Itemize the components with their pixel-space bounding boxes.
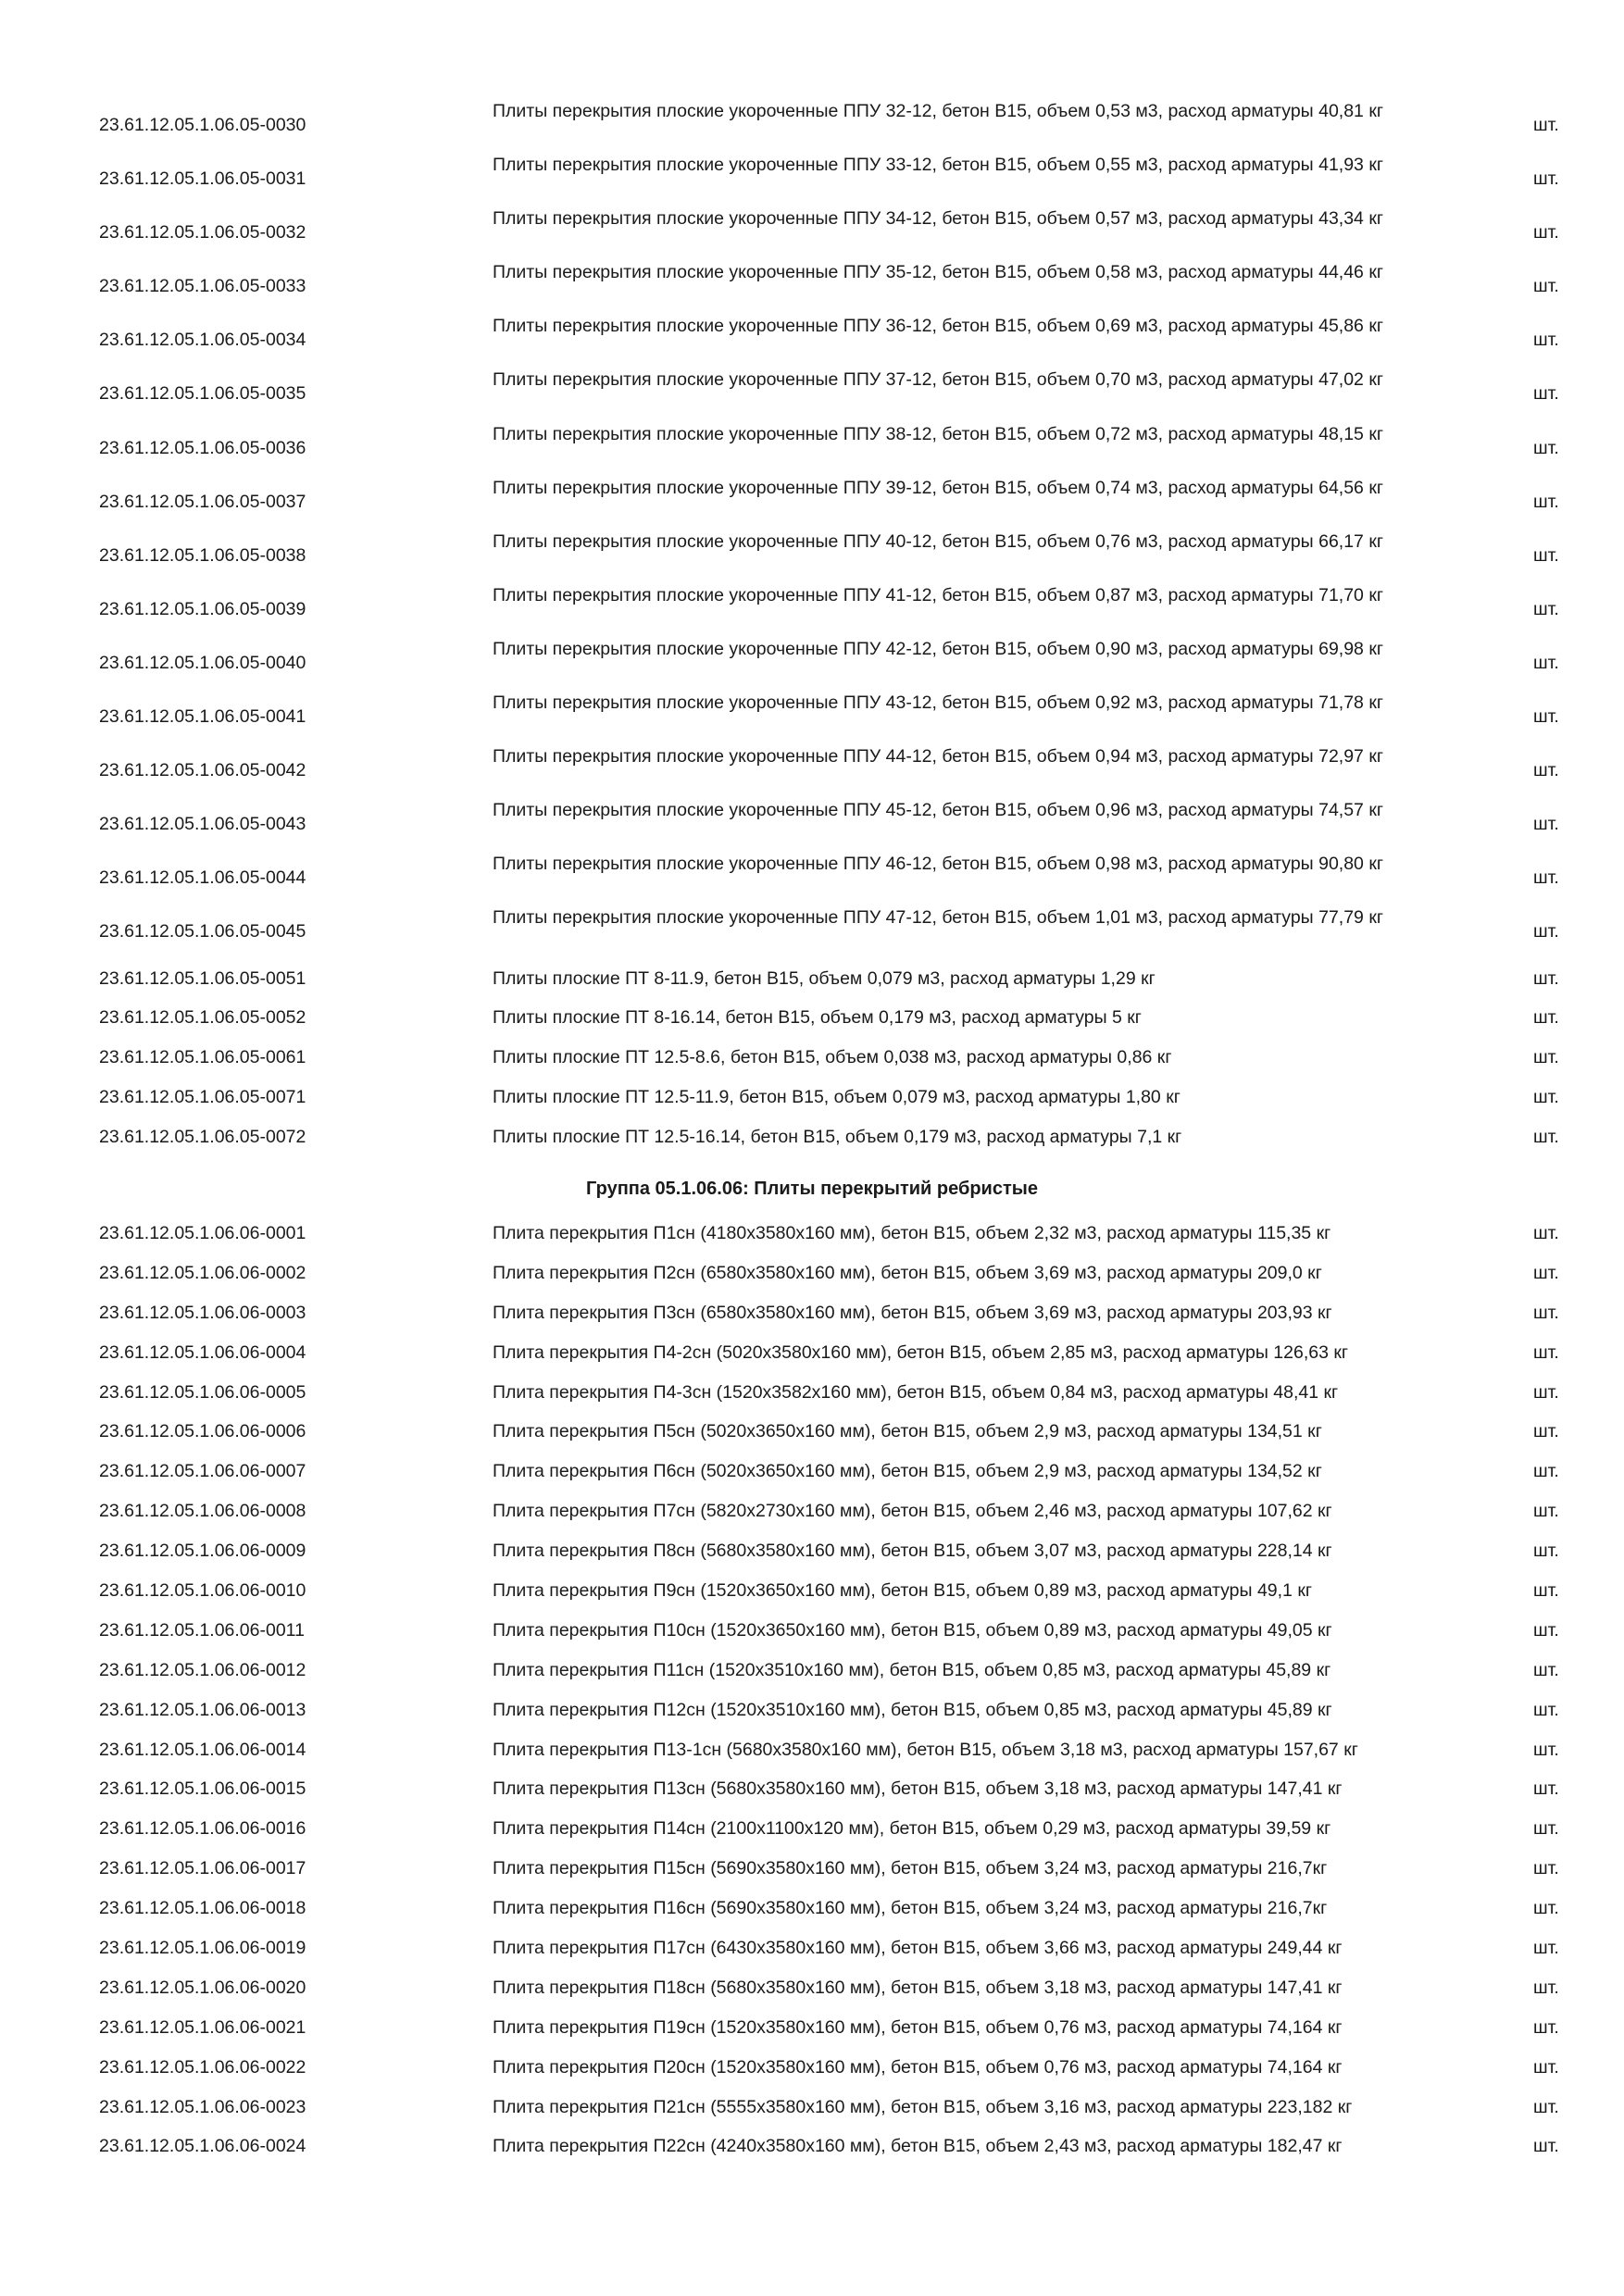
table-row xyxy=(0,206,1624,259)
item-name: Плита перекрытия П4-2сн (5020х3580х160 мм), бетон В15, объем 2,85 м3, расход арматуры 126,63 кг xyxy=(493,1341,1348,1363)
item-unit: шт. xyxy=(1533,1977,1559,1998)
item-code: 23.61.12.05.1.06.05-0061 xyxy=(99,1047,306,1068)
item-unit: шт. xyxy=(1533,1619,1559,1641)
table-row xyxy=(0,152,1624,206)
item-name: Плиты перекрытия плоские укороченные ППУ 33-12, бетон В15, объем 0,55 м3, расход арматуры 41,93 кг xyxy=(493,155,1383,176)
item-code: 23.61.12.05.1.06.06-0024 xyxy=(99,2136,306,2157)
item-name: Плита перекрытия П22сн (4240х3580х160 мм), бетон В15, объем 2,43 м3, расход арматуры 182,47 кг xyxy=(493,2136,1343,2157)
item-name: Плита перекрытия П7сн (5820х2730х160 мм), бетон В15, объем 2,46 м3, расход арматуры 107,62 кг xyxy=(493,1501,1332,1522)
item-code: 23.61.12.05.1.06.05-0041 xyxy=(99,706,306,728)
item-name: Плита перекрытия П8сн (5680х3580х160 мм), бетон В15, объем 3,07 м3, расход арматуры 228,14 кг xyxy=(493,1541,1332,1562)
item-unit: шт. xyxy=(1533,1381,1559,1403)
item-code: 23.61.12.05.1.06.05-0044 xyxy=(99,867,306,889)
item-name: Плиты перекрытия плоские укороченные ППУ 44-12, бетон В15, объем 0,94 м3, расход арматуры 72,97 кг xyxy=(493,746,1383,767)
item-unit: шт. xyxy=(1533,706,1559,728)
item-name: Плиты плоские ПТ 8-16.14, бетон В15, объем 0,179 м3, расход арматуры 5 кг xyxy=(493,1007,1142,1029)
item-name: Плиты перекрытия плоские укороченные ППУ 34-12, бетон В15, объем 0,57 м3, расход арматуры 43,34 кг xyxy=(493,208,1383,230)
item-code: 23.61.12.05.1.06.05-0031 xyxy=(99,168,306,190)
item-unit: шт. xyxy=(1533,2016,1559,2038)
table-row xyxy=(0,1531,1624,1571)
item-unit: шт. xyxy=(1533,1341,1559,1363)
item-unit: шт. xyxy=(1533,1739,1559,1760)
table-row xyxy=(0,367,1624,420)
table-row xyxy=(0,1452,1624,1491)
table-row xyxy=(0,475,1624,529)
table-row xyxy=(0,1078,1624,1117)
item-name: Плита перекрытия П20сн (1520х3580х160 мм), бетон В15, объем 0,76 м3, расход арматуры 74,164 кг xyxy=(493,2056,1343,2078)
item-code: 23.61.12.05.1.06.06-0003 xyxy=(99,1302,306,1323)
item-code: 23.61.12.05.1.06.06-0017 xyxy=(99,1858,306,1879)
table-row xyxy=(0,1117,1624,1157)
item-code: 23.61.12.05.1.06.06-0018 xyxy=(99,1898,306,1919)
item-name: Плита перекрытия П19сн (1520х3580х160 мм), бетон В15, объем 0,76 м3, расход арматуры 74,164 кг xyxy=(493,2016,1343,2038)
item-unit: шт. xyxy=(1533,1223,1559,1243)
item-name: Плиты перекрытия плоские укороченные ППУ 36-12, бетон В15, объем 0,69 м3, расход арматуры 45,86 кг xyxy=(493,316,1383,337)
table-row xyxy=(0,2127,1624,2166)
item-name: Плита перекрытия П21сн (5555х3580х160 мм), бетон В15, объем 3,16 м3, расход арматуры 223,182 кг xyxy=(493,2096,1353,2117)
table-row xyxy=(0,529,1624,582)
item-name: Плита перекрытия П10сн (1520х3650х160 мм), бетон В15, объем 0,89 м3, расход арматуры 49,05 кг xyxy=(493,1619,1332,1641)
items-list-group-05-1-06-05 xyxy=(0,98,1624,1157)
item-unit: шт. xyxy=(1533,1580,1559,1602)
item-name: Плита перекрытия П3сн (6580х3580х160 мм), бетон В15, объем 3,69 м3, расход арматуры 203,93 кг xyxy=(493,1302,1332,1323)
item-code: 23.61.12.05.1.06.05-0072 xyxy=(99,1127,306,1148)
table-row xyxy=(0,313,1624,367)
item-name: Плиты плоские ПТ 12.5-16.14, бетон В15, объем 0,179 м3, расход арматуры 7,1 кг xyxy=(493,1127,1182,1148)
group-heading: Группа 05.1.06.06: Плиты перекрытий ребристые xyxy=(586,1179,1038,1199)
item-unit: шт. xyxy=(1533,652,1559,673)
item-name: Плиты перекрытия плоские укороченные ППУ 38-12, бетон В15, объем 0,72 м3, расход арматуры 48,15 кг xyxy=(493,423,1383,444)
item-code: 23.61.12.05.1.06.05-0030 xyxy=(99,115,306,135)
table-row xyxy=(0,1849,1624,1889)
item-unit: шт. xyxy=(1533,1087,1559,1108)
item-name: Плита перекрытия П13-1сн (5680х3580х160 мм), бетон В15, объем 3,18 м3, расход арматуры 157,67 кг xyxy=(493,1739,1358,1760)
item-unit: шт. xyxy=(1533,1127,1559,1148)
item-name: Плита перекрытия П13сн (5680х3580х160 мм), бетон В15, объем 3,18 м3, расход арматуры 147,41 кг xyxy=(493,1778,1343,1800)
item-unit: шт. xyxy=(1533,1047,1559,1068)
table-row xyxy=(0,1691,1624,1730)
item-unit: шт. xyxy=(1533,1938,1559,1959)
item-code: 23.61.12.05.1.06.05-0035 xyxy=(99,383,306,405)
item-code: 23.61.12.05.1.06.05-0045 xyxy=(99,921,306,942)
item-unit: шт. xyxy=(1533,2096,1559,2117)
table-row xyxy=(0,1968,1624,2008)
item-code: 23.61.12.05.1.06.05-0071 xyxy=(99,1087,306,1108)
item-code: 23.61.12.05.1.06.06-0011 xyxy=(99,1619,305,1641)
item-name: Плиты перекрытия плоские укороченные ППУ 43-12, бетон В15, объем 0,92 м3, расход арматуры 71,78 кг xyxy=(493,693,1383,714)
item-code: 23.61.12.05.1.06.06-0016 xyxy=(99,1818,306,1840)
table-row xyxy=(0,690,1624,743)
item-unit: шт. xyxy=(1533,598,1559,619)
item-code: 23.61.12.05.1.06.05-0040 xyxy=(99,652,306,673)
table-row xyxy=(0,959,1624,999)
item-name: Плиты плоские ПТ 12.5-8.6, бетон В15, объем 0,038 м3, расход арматуры 0,86 кг xyxy=(493,1047,1172,1068)
item-unit: шт. xyxy=(1533,1778,1559,1800)
item-code: 23.61.12.05.1.06.06-0019 xyxy=(99,1938,306,1959)
item-unit: шт. xyxy=(1533,1898,1559,1919)
item-name: Плиты перекрытия плоские укороченные ППУ 39-12, бетон В15, объем 0,74 м3, расход арматуры 64,56 кг xyxy=(493,477,1383,498)
table-row xyxy=(0,582,1624,636)
item-code: 23.61.12.05.1.06.06-0012 xyxy=(99,1659,306,1680)
item-name: Плиты перекрытия плоские укороченные ППУ 40-12, бетон В15, объем 0,76 м3, расход арматуры 66,17 кг xyxy=(493,530,1383,552)
item-name: Плита перекрытия П14сн (2100х1100х120 мм), бетон В15, объем 0,29 м3, расход арматуры 39,59 кг xyxy=(493,1818,1331,1840)
table-row xyxy=(0,1730,1624,1770)
table-row xyxy=(0,1651,1624,1691)
item-code: 23.61.12.05.1.06.05-0038 xyxy=(99,544,306,566)
item-name: Плита перекрытия П18сн (5680х3580х160 мм), бетон В15, объем 3,18 м3, расход арматуры 147,41 кг xyxy=(493,1977,1343,1998)
item-name: Плита перекрытия П5сн (5020х3650х160 мм), бетон В15, объем 2,9 м3, расход арматуры 134,51 кг xyxy=(493,1421,1322,1442)
table-row xyxy=(0,2088,1624,2128)
item-code: 23.61.12.05.1.06.06-0023 xyxy=(99,2096,306,2117)
table-row xyxy=(0,2008,1624,2048)
item-unit: шт. xyxy=(1533,115,1559,135)
table-row xyxy=(0,851,1624,905)
table-row xyxy=(0,797,1624,851)
item-name: Плита перекрытия П11сн (1520х3510х160 мм), бетон В15, объем 0,85 м3, расход арматуры 45,89 кг xyxy=(493,1659,1331,1680)
item-code: 23.61.12.05.1.06.06-0002 xyxy=(99,1262,306,1283)
item-code: 23.61.12.05.1.06.06-0015 xyxy=(99,1778,306,1800)
item-code: 23.61.12.05.1.06.05-0042 xyxy=(99,760,306,781)
item-unit: шт. xyxy=(1533,544,1559,566)
item-name: Плита перекрытия П15сн (5690х3580х160 мм), бетон В15, объем 3,24 м3, расход арматуры 216,7кг xyxy=(493,1858,1328,1879)
item-code: 23.61.12.05.1.06.05-0036 xyxy=(99,437,306,458)
item-unit: шт. xyxy=(1533,1501,1559,1522)
item-unit: шт. xyxy=(1533,1541,1559,1562)
table-row xyxy=(0,1214,1624,1254)
item-name: Плиты перекрытия плоские укороченные ППУ 47-12, бетон В15, объем 1,01 м3, расход арматуры 77,79 кг xyxy=(493,907,1383,929)
item-name: Плиты плоские ПТ 12.5-11.9, бетон В15, объем 0,079 м3, расход арматуры 1,80 кг xyxy=(493,1087,1181,1108)
item-unit: шт. xyxy=(1533,1302,1559,1323)
item-unit: шт. xyxy=(1533,276,1559,297)
item-code: 23.61.12.05.1.06.05-0051 xyxy=(99,967,306,989)
item-code: 23.61.12.05.1.06.05-0037 xyxy=(99,491,306,512)
item-code: 23.61.12.05.1.06.05-0039 xyxy=(99,598,306,619)
item-unit: шт. xyxy=(1533,760,1559,781)
item-code: 23.61.12.05.1.06.06-0022 xyxy=(99,2056,306,2078)
item-code: 23.61.12.05.1.06.06-0020 xyxy=(99,1977,306,1998)
item-name: Плиты плоские ПТ 8-11.9, бетон В15, объем 0,079 м3, расход арматуры 1,29 кг xyxy=(493,967,1156,989)
items-list-group-05-1-06-06 xyxy=(0,1214,1624,2166)
item-name: Плиты перекрытия плоские укороченные ППУ 46-12, бетон В15, объем 0,98 м3, расход арматуры 90,80 кг xyxy=(493,854,1383,875)
item-unit: шт. xyxy=(1533,1007,1559,1029)
item-unit: шт. xyxy=(1533,1858,1559,1879)
table-row xyxy=(0,743,1624,797)
item-name: Плита перекрытия П4-3сн (1520х3582х160 мм), бетон В15, объем 0,84 м3, расход арматуры 48,41 кг xyxy=(493,1381,1339,1403)
item-code: 23.61.12.05.1.06.05-0034 xyxy=(99,330,306,351)
table-row xyxy=(0,1254,1624,1293)
table-row xyxy=(0,2048,1624,2088)
item-code: 23.61.12.05.1.06.05-0052 xyxy=(99,1007,306,1029)
table-row xyxy=(0,1373,1624,1413)
table-row xyxy=(0,1491,1624,1531)
item-unit: шт. xyxy=(1533,1699,1559,1720)
item-name: Плиты перекрытия плоские укороченные ППУ 42-12, бетон В15, объем 0,90 м3, расход арматуры 69,98 кг xyxy=(493,638,1383,659)
item-unit: шт. xyxy=(1533,1818,1559,1840)
item-name: Плита перекрытия П9сн (1520х3650х160 мм), бетон В15, объем 0,89 м3, расход арматуры 49,1 кг xyxy=(493,1580,1312,1602)
table-row xyxy=(0,1293,1624,1333)
table-row xyxy=(0,1889,1624,1928)
item-code: 23.61.12.05.1.06.06-0008 xyxy=(99,1501,306,1522)
item-name: Плита перекрытия П12сн (1520х3510х160 мм), бетон В15, объем 0,85 м3, расход арматуры 45,89 кг xyxy=(493,1699,1332,1720)
item-code: 23.61.12.05.1.06.06-0007 xyxy=(99,1461,306,1482)
item-unit: шт. xyxy=(1533,168,1559,190)
table-row xyxy=(0,98,1624,152)
item-code: 23.61.12.05.1.06.05-0043 xyxy=(99,814,306,835)
item-unit: шт. xyxy=(1533,330,1559,351)
item-unit: шт. xyxy=(1533,2056,1559,2078)
item-name: Плиты перекрытия плоские укороченные ППУ 32-12, бетон В15, объем 0,53 м3, расход арматуры 40,81 кг xyxy=(493,101,1383,121)
item-unit: шт. xyxy=(1533,1461,1559,1482)
table-row xyxy=(0,636,1624,690)
item-code: 23.61.12.05.1.06.06-0013 xyxy=(99,1699,306,1720)
table-row xyxy=(0,1412,1624,1452)
item-unit: шт. xyxy=(1533,814,1559,835)
table-row xyxy=(0,1038,1624,1078)
table-row xyxy=(0,905,1624,958)
item-unit: шт. xyxy=(1533,437,1559,458)
item-unit: шт. xyxy=(1533,967,1559,989)
item-name: Плита перекрытия П17сн (6430х3580х160 мм), бетон В15, объем 3,66 м3, расход арматуры 249,44 кг xyxy=(493,1938,1343,1959)
table-row xyxy=(0,1333,1624,1373)
item-code: 23.61.12.05.1.06.05-0033 xyxy=(99,276,306,297)
item-unit: шт. xyxy=(1533,867,1559,889)
item-name: Плиты перекрытия плоские укороченные ППУ 37-12, бетон В15, объем 0,70 м3, расход арматуры 47,02 кг xyxy=(493,369,1383,391)
item-unit: шт. xyxy=(1533,1262,1559,1283)
item-code: 23.61.12.05.1.06.05-0032 xyxy=(99,222,306,243)
item-code: 23.61.12.05.1.06.06-0006 xyxy=(99,1421,306,1442)
item-unit: шт. xyxy=(1533,2136,1559,2157)
item-code: 23.61.12.05.1.06.06-0001 xyxy=(99,1223,306,1243)
item-name: Плита перекрытия П16сн (5690х3580х160 мм), бетон В15, объем 3,24 м3, расход арматуры 216,7кг xyxy=(493,1898,1328,1919)
item-name: Плита перекрытия П6сн (5020х3650х160 мм), бетон В15, объем 2,9 м3, расход арматуры 134,52 кг xyxy=(493,1461,1322,1482)
table-row xyxy=(0,421,1624,475)
item-code: 23.61.12.05.1.06.06-0021 xyxy=(99,2016,306,2038)
item-name: Плита перекрытия П2сн (6580х3580х160 мм), бетон В15, объем 3,69 м3, расход арматуры 209,0 кг xyxy=(493,1262,1322,1283)
table-row xyxy=(0,1571,1624,1611)
table-row xyxy=(0,1769,1624,1809)
table-row xyxy=(0,1611,1624,1651)
item-unit: шт. xyxy=(1533,1659,1559,1680)
item-unit: шт. xyxy=(1533,491,1559,512)
item-unit: шт. xyxy=(1533,222,1559,243)
item-code: 23.61.12.05.1.06.06-0010 xyxy=(99,1580,306,1602)
item-code: 23.61.12.05.1.06.06-0004 xyxy=(99,1341,306,1363)
item-unit: шт. xyxy=(1533,1421,1559,1442)
table-row xyxy=(0,1928,1624,1968)
item-code: 23.61.12.05.1.06.06-0005 xyxy=(99,1381,306,1403)
item-name: Плита перекрытия П1сн (4180х3580х160 мм), бетон В15, объем 2,32 м3, расход арматуры 115,35 кг xyxy=(493,1223,1331,1243)
item-code: 23.61.12.05.1.06.06-0009 xyxy=(99,1541,306,1562)
table-row xyxy=(0,998,1624,1038)
item-name: Плиты перекрытия плоские укороченные ППУ 45-12, бетон В15, объем 0,96 м3, расход арматуры 74,57 кг xyxy=(493,800,1383,821)
table-row xyxy=(0,259,1624,313)
item-code: 23.61.12.05.1.06.06-0014 xyxy=(99,1739,306,1760)
item-unit: шт. xyxy=(1533,921,1559,942)
item-unit: шт. xyxy=(1533,383,1559,405)
item-name: Плиты перекрытия плоские укороченные ППУ 35-12, бетон В15, объем 0,58 м3, расход арматуры 44,46 кг xyxy=(493,262,1383,283)
item-name: Плиты перекрытия плоские укороченные ППУ 41-12, бетон В15, объем 0,87 м3, расход арматуры 71,70 кг xyxy=(493,584,1383,605)
table-row xyxy=(0,1809,1624,1849)
